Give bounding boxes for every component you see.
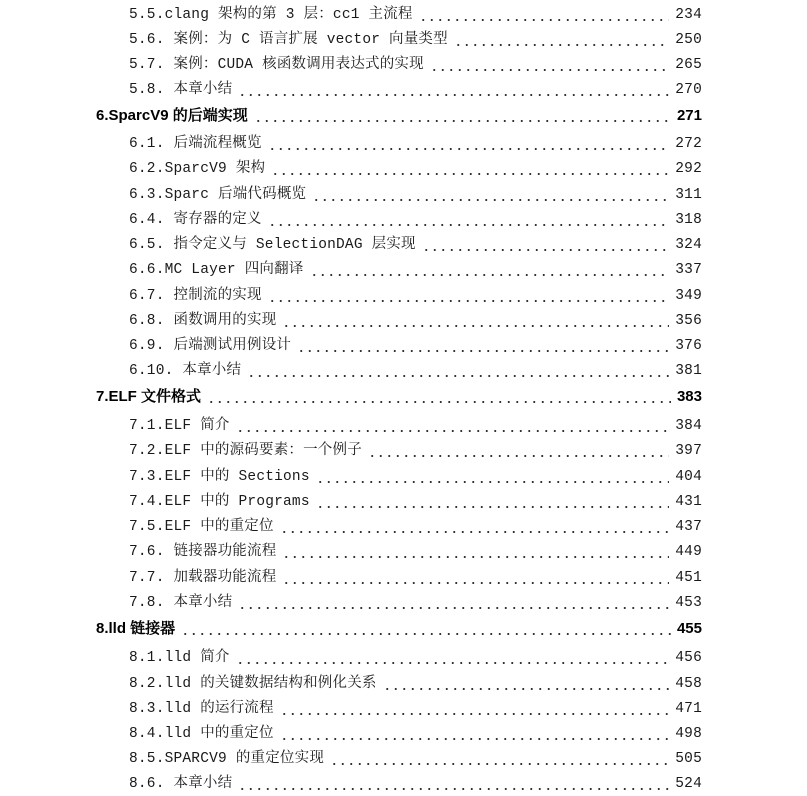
dot-leader	[238, 591, 669, 615]
toc-entry[interactable]	[129, 53, 702, 77]
toc-entry[interactable]	[129, 672, 702, 696]
dot-leader	[310, 258, 670, 282]
toc-entry-page: 376	[675, 338, 702, 354]
toc-entry-label: 6.3.Sparc 后端代码概览	[129, 183, 310, 207]
toc-entry-page: 311	[675, 187, 702, 203]
toc-entry[interactable]	[129, 359, 702, 383]
dot-leader	[430, 53, 669, 77]
dot-leader	[238, 772, 669, 796]
toc-chapter-page: 455	[676, 620, 702, 637]
toc-entry-page: 449	[675, 544, 702, 560]
toc-entry-label: 5.6. 案例：为 C 语言扩展 vector 向量类型	[129, 28, 452, 52]
toc-entry[interactable]	[129, 439, 702, 463]
toc-entry-label: 7.3.ELF 中的 Sections	[129, 465, 314, 489]
dot-leader	[454, 28, 669, 52]
dot-leader	[268, 208, 670, 232]
dot-leader	[419, 3, 670, 27]
dot-leader	[280, 697, 670, 721]
dot-leader	[282, 540, 669, 564]
toc-entry-page: 456	[675, 650, 702, 666]
toc-entry-page: 431	[675, 494, 702, 510]
dot-leader	[316, 490, 670, 514]
toc-entry-label: 7.1.ELF 简介	[129, 414, 234, 438]
dot-leader	[316, 465, 670, 489]
toc-chapter[interactable]	[96, 385, 702, 409]
toc-entry[interactable]	[129, 566, 702, 590]
toc-chapter-page: 383	[676, 388, 702, 405]
toc-entry[interactable]	[129, 132, 702, 156]
toc-entry-page: 272	[675, 136, 702, 152]
toc-entry-label: 7.4.ELF 中的 Programs	[129, 490, 314, 514]
toc-entry-page: 524	[675, 776, 702, 792]
toc-entry[interactable]	[129, 208, 702, 232]
toc-entry-page: 397	[675, 443, 702, 459]
dot-leader	[236, 414, 670, 438]
toc-entry[interactable]	[129, 747, 702, 771]
dot-leader	[247, 359, 669, 383]
toc-entry-label: 6.5. 指令定义与 SelectionDAG 层实现	[129, 233, 420, 257]
toc-entry-label: 8.1.lld 简介	[129, 646, 234, 670]
toc-entry-label: 5.7. 案例：CUDA 核函数调用表达式的实现	[129, 53, 428, 77]
dot-leader	[282, 309, 669, 333]
toc-entry-label: 8.4.lld 中的重定位	[129, 722, 278, 746]
toc-entry-label: 7.6. 链接器功能流程	[129, 540, 280, 564]
toc-entry-label: 6.1. 后端流程概览	[129, 132, 266, 156]
toc-entry[interactable]	[129, 258, 702, 282]
dot-leader	[330, 747, 669, 771]
dot-leader	[254, 104, 671, 128]
dot-leader	[383, 672, 670, 696]
dot-leader	[297, 334, 669, 358]
toc-entry[interactable]	[129, 414, 702, 438]
toc-entry-label: 7.7. 加载器功能流程	[129, 566, 280, 590]
toc-entry-page: 498	[675, 726, 702, 742]
toc-chapter[interactable]	[96, 617, 702, 641]
toc-entry-label: 6.9. 后端测试用例设计	[129, 334, 295, 358]
toc-entry[interactable]	[129, 490, 702, 514]
toc-entry-label: 6.10. 本章小结	[129, 359, 245, 383]
toc-entry[interactable]	[129, 591, 702, 615]
dot-leader	[207, 385, 671, 409]
dot-leader	[271, 157, 669, 181]
toc-chapter-label: 6.SparcV9 的后端实现	[96, 104, 252, 128]
toc-entry-page: 270	[675, 82, 702, 98]
toc-entry-page: 318	[675, 212, 702, 228]
toc-entry-label: 8.2.lld 的关键数据结构和例化关系	[129, 672, 381, 696]
toc-entry[interactable]	[129, 722, 702, 746]
toc-entry[interactable]	[129, 465, 702, 489]
toc-entry[interactable]	[129, 646, 702, 670]
toc-entry-label: 6.2.SparcV9 架构	[129, 157, 269, 181]
toc-chapter-label: 7.ELF 文件格式	[96, 385, 205, 409]
toc-chapter-page: 271	[676, 107, 702, 124]
toc-entry-page: 337	[675, 262, 702, 278]
toc-entry[interactable]	[129, 284, 702, 308]
toc-entry[interactable]	[129, 540, 702, 564]
toc-entry-page: 451	[675, 570, 702, 586]
toc-entry[interactable]	[129, 309, 702, 333]
toc-entry-page: 250	[675, 32, 702, 48]
toc-entry-label: 6.6.MC Layer 四向翻译	[129, 258, 308, 282]
toc-entry[interactable]	[129, 334, 702, 358]
toc-chapter-label: 8.lld 链接器	[96, 617, 179, 641]
toc-entry-page: 324	[675, 237, 702, 253]
toc-entry-label: 7.5.ELF 中的重定位	[129, 515, 278, 539]
dot-leader	[238, 78, 669, 102]
toc-chapter[interactable]	[96, 104, 702, 128]
toc-entry[interactable]	[129, 515, 702, 539]
toc-entry-label: 6.7. 控制流的实现	[129, 284, 266, 308]
dot-leader	[422, 233, 670, 257]
toc-entry-page: 458	[675, 676, 702, 692]
toc-entry[interactable]	[129, 772, 702, 796]
dot-leader	[368, 439, 669, 463]
toc-entry-label: 8.3.lld 的运行流程	[129, 697, 278, 721]
dot-leader	[236, 646, 670, 670]
toc-entry-page: 265	[675, 57, 702, 73]
toc-entry-label: 8.6. 本章小结	[129, 772, 236, 796]
toc-entry-page: 437	[675, 519, 702, 535]
toc-entry[interactable]	[129, 233, 702, 257]
toc-entry-label: 5.8. 本章小结	[129, 78, 236, 102]
toc-entry-page: 384	[675, 418, 702, 434]
dot-leader	[268, 284, 670, 308]
toc-entry-page: 381	[675, 363, 702, 379]
dot-leader	[282, 566, 669, 590]
toc-entry-page: 404	[675, 469, 702, 485]
toc-entry-label: 7.8. 本章小结	[129, 591, 236, 615]
toc-entry-label: 8.5.SPARCV9 的重定位实现	[129, 747, 328, 771]
toc-entry[interactable]	[129, 78, 702, 102]
dot-leader	[181, 617, 671, 641]
toc-entry-page: 471	[675, 701, 702, 717]
toc-entry-page: 234	[675, 7, 702, 23]
toc-entry-label: 6.4. 寄存器的定义	[129, 208, 266, 232]
toc-entry-label: 7.2.ELF 中的源码要素：一个例子	[129, 439, 366, 463]
dot-leader	[280, 515, 670, 539]
toc-entry-label: 5.5.clang 架构的第 3 层：cc1 主流程	[129, 3, 417, 27]
toc-entry[interactable]	[129, 28, 702, 52]
dot-leader	[312, 183, 669, 207]
toc-entry-label: 6.8. 函数调用的实现	[129, 309, 280, 333]
toc-entry[interactable]	[129, 157, 702, 181]
toc-entry-page: 292	[675, 161, 702, 177]
toc-entry[interactable]	[129, 697, 702, 721]
dot-leader	[280, 722, 670, 746]
toc-entry-page: 505	[675, 751, 702, 767]
toc-entry[interactable]	[129, 183, 702, 207]
dot-leader	[268, 132, 670, 156]
toc-entry-page: 349	[675, 288, 702, 304]
toc-entry-page: 453	[675, 595, 702, 611]
toc-entry[interactable]	[129, 3, 702, 27]
toc-entry-page: 356	[675, 313, 702, 329]
